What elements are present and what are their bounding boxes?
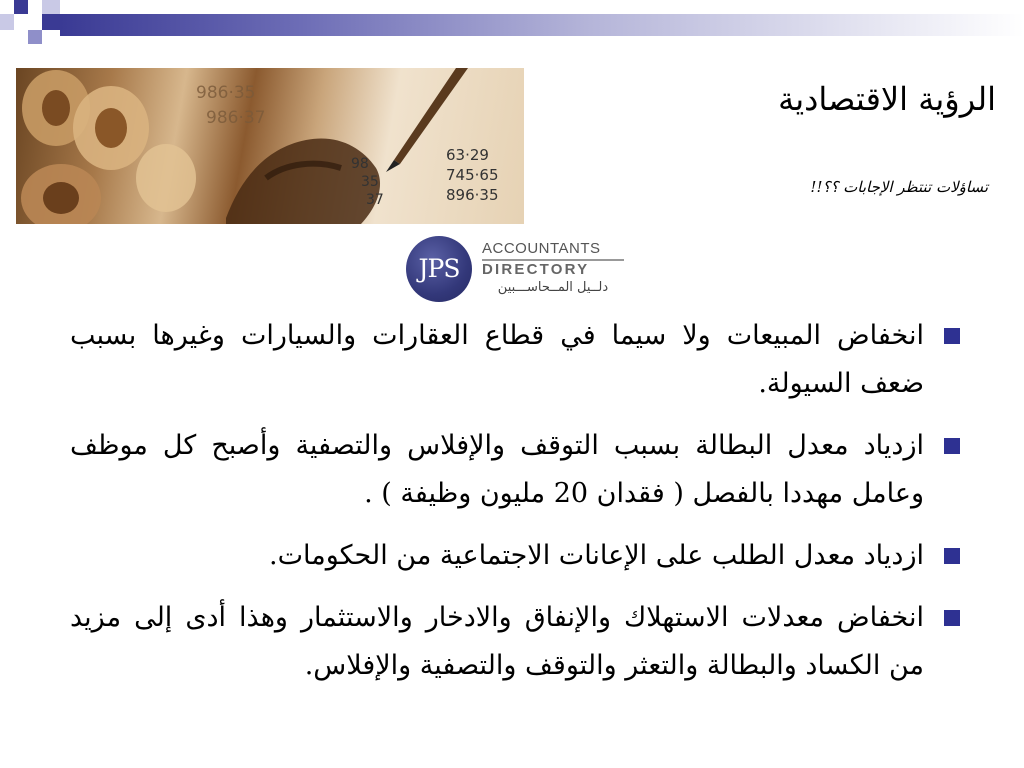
hero-number: 986·35: [196, 83, 256, 103]
slide-title: الرؤية الاقتصادية: [778, 80, 996, 118]
bullet-text: انخفاض المبيعات ولا سيما في قطاع العقارات والسيارات وغيرها بسبب ضعف السيولة.: [70, 320, 924, 399]
decor-square: [14, 0, 28, 14]
decor-square: [42, 0, 60, 14]
decor-square: [42, 30, 60, 44]
bullet-list: [70, 312, 966, 704]
decor-square: [42, 14, 60, 30]
bullet-text: انخفاض معدلات الاستهلاك والإنفاق والادخار والاستثمار وهذا أدى إلى مزيد من الكساد والبطالة والتعثر والتوقف والتصفية والإفلاس.: [70, 602, 924, 681]
decor-square: [28, 14, 42, 30]
logo-arabic-text: دلــيل المــحاســـبين: [497, 280, 609, 295]
bullet-text: ازدياد معدل البطالة بسبب التوقف والإفلاس والتصفية وأصبح كل موظف وعامل مهددا بالفصل ( فقدان 20 مليون وظيفة ) .: [70, 430, 924, 509]
hero-number: 986·37: [206, 108, 266, 128]
logo-mark: JPS: [418, 254, 460, 283]
hero-number: 896·35: [446, 186, 499, 204]
header-decoration: [0, 0, 1024, 60]
hero-number: 745·65: [446, 166, 499, 184]
decor-square: [14, 14, 28, 30]
hero-number: 63·29: [446, 146, 489, 164]
logo-word-accountants: ACCOUNTANTS: [482, 240, 601, 257]
logo-word-directory: DIRECTORY: [482, 261, 590, 278]
decor-square: [0, 14, 14, 30]
square-bullet-icon: [944, 610, 960, 626]
accountants-directory-logo: [404, 234, 630, 304]
bullet-item: [70, 594, 966, 690]
square-bullet-icon: [944, 328, 960, 344]
bullet-item: [70, 422, 966, 518]
slide-subtitle: تساؤلات تنتظر الإجابات ؟؟!!: [810, 178, 988, 196]
header-gradient-bar: [60, 14, 1024, 36]
square-bullet-icon: [944, 548, 960, 564]
hero-number: 37: [366, 192, 384, 208]
bullet-item: [70, 312, 966, 408]
hero-number: 98: [351, 156, 369, 172]
hero-number: 35: [361, 174, 379, 190]
bullet-text: ازدياد معدل الطلب على الإعانات الاجتماعية من الحكومات.: [269, 540, 924, 571]
hero-photo-illustration: [16, 68, 524, 224]
square-bullet-icon: [944, 438, 960, 454]
bullet-item: [70, 532, 966, 580]
hero-photo-finance: [16, 68, 524, 224]
decor-square: [28, 30, 42, 44]
